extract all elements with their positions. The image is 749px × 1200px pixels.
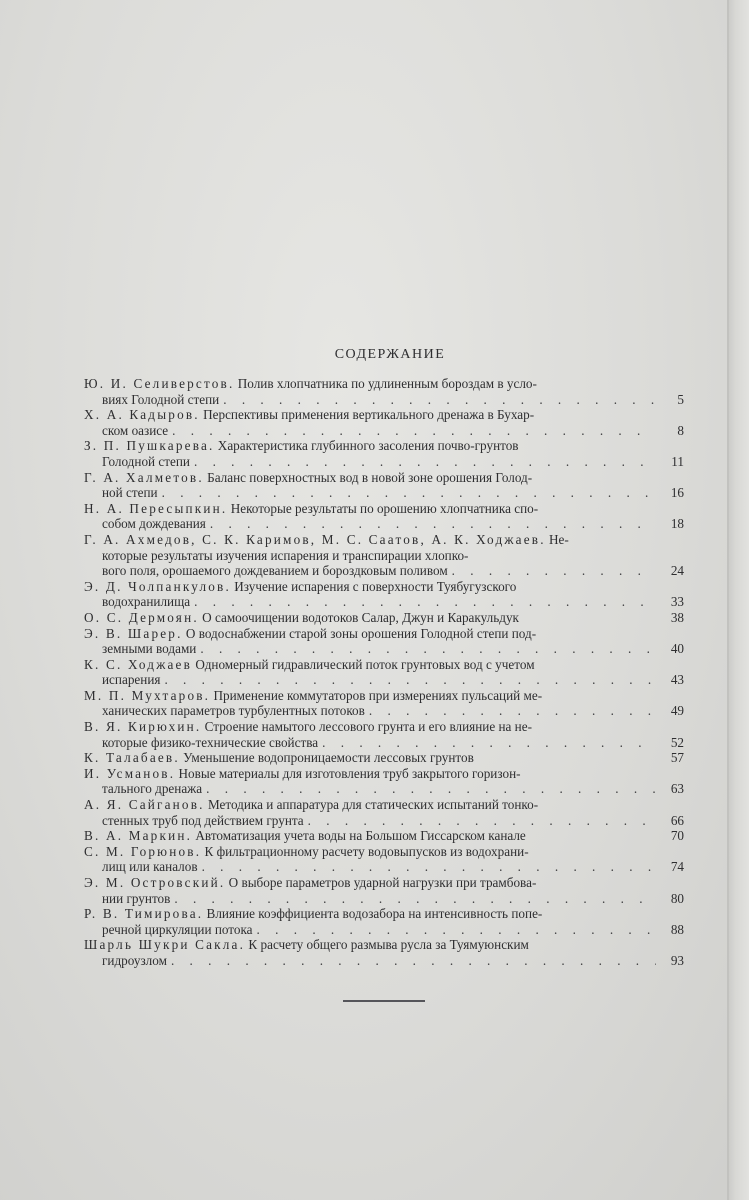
toc-title-text: Некоторые результаты по орошению хлопчатника спо- <box>230 500 539 516</box>
toc-author: Р. В. Тимирова. <box>84 906 204 922</box>
toc-entry-line <box>84 797 684 813</box>
toc-title-text: Голодной степи <box>102 453 190 469</box>
toc-entry <box>84 750 684 766</box>
toc-author: К. Талабаев. <box>84 750 180 766</box>
toc-page-number: 11 <box>671 453 684 469</box>
toc-title-text: Уменьшение водопроницаемости лессовых грунтов <box>183 750 474 766</box>
toc-title-text: Не- <box>549 531 569 547</box>
toc-author: Н. А. Пересыпкин. <box>84 500 228 516</box>
page-fold-line <box>727 0 729 1200</box>
toc-title-text: лищ или каналов <box>102 859 198 875</box>
toc-author: В. А. Маркин. <box>84 828 193 844</box>
toc-entry-line <box>84 875 684 891</box>
toc-entry-line <box>84 548 684 564</box>
toc-page-number: 40 <box>670 641 684 657</box>
toc-entry-last-line <box>84 891 684 907</box>
toc-page-number: 70 <box>670 828 684 844</box>
toc-title-text: Изучение испарения с поверхности Туябугузского <box>234 578 517 594</box>
toc-dot-leader <box>170 891 656 907</box>
toc-entry <box>84 766 684 797</box>
toc-page-number: 74 <box>670 859 684 875</box>
toc-author: Х. А. Кадыров. <box>84 407 200 423</box>
toc-entry <box>84 470 684 501</box>
toc-entry-line <box>84 501 684 517</box>
toc-author: С. М. Горюнов. <box>84 843 202 859</box>
toc-title-text: речной циркуляции потока <box>102 921 253 937</box>
toc-author: А. Я. Сайганов. <box>84 797 205 813</box>
toc-title-text: земными водами <box>102 641 197 657</box>
toc-page-number: 80 <box>670 890 684 906</box>
toc-author: В. Я. Кирюхин. <box>84 719 202 735</box>
toc-page-number: 24 <box>670 563 684 579</box>
toc-title-text: Применение коммутаторов при измерениях пульсаций ме- <box>213 687 543 703</box>
toc-entry-line <box>84 828 684 844</box>
toc-entry-line <box>84 766 684 782</box>
toc-entry-line <box>84 610 684 626</box>
toc-author: Э. Д. Чолпанкулов. <box>84 578 231 594</box>
toc-entry-last-line <box>84 859 684 875</box>
toc-entry-line <box>84 532 684 548</box>
toc-title-text: Влияние коэффициента водозабора на интенсивность попе- <box>206 906 543 922</box>
toc-title-text: стенных труб под действием грунта <box>102 812 304 828</box>
toc-entry-last-line <box>84 641 684 657</box>
toc-dot-leader <box>448 563 656 579</box>
toc-entry-last-line <box>84 563 684 579</box>
toc-title-text: Автоматизация учета воды на Большом Гиссарском канале <box>195 828 526 844</box>
toc-dot-leader <box>196 641 656 657</box>
toc-dot-leader <box>365 703 656 719</box>
toc-author: Шарль Шукри Сакла. <box>84 937 246 953</box>
toc-entry <box>84 626 684 657</box>
toc-entry-last-line <box>84 594 684 610</box>
toc-dot-leader <box>190 594 656 610</box>
toc-page-number: 52 <box>670 734 684 750</box>
toc-title-text: которые физико-технические свойства <box>102 734 319 750</box>
toc-dot-leader <box>202 781 656 797</box>
toc-title-text: вого поля, орошаемого дождеванием и бороздковым поливом <box>102 563 448 579</box>
toc-page-number: 63 <box>670 781 684 797</box>
toc-title-text: Новые материалы для изготовления труб закрытого горизон- <box>178 765 521 781</box>
toc-author: М. П. Мухтаров. <box>84 687 211 703</box>
toc-page-number: 49 <box>670 703 684 719</box>
toc-entry <box>84 407 684 438</box>
toc-entry-last-line <box>84 485 684 501</box>
toc-entry-line <box>84 626 684 642</box>
toc-entry-line <box>84 719 684 735</box>
toc-page-number: 8 <box>677 422 684 438</box>
toc-author: Э. В. Шарер. <box>84 625 183 641</box>
toc-author: З. П. Пушкарева. <box>84 438 215 454</box>
page-edge <box>727 0 749 1200</box>
toc-entry-last-line <box>84 953 684 969</box>
toc-title-text: нии грунтов <box>102 890 171 906</box>
toc-entry-last-line <box>84 516 684 532</box>
toc-entry <box>84 828 684 844</box>
toc-entry-line <box>84 750 684 766</box>
toc-title-text: виях Голодной степи <box>102 391 220 407</box>
toc-entry <box>84 719 684 750</box>
toc-dot-leader <box>198 859 656 875</box>
toc-title-text: Строение намытого лессового грунта и его влияние на не- <box>204 719 532 735</box>
toc-dot-leader <box>168 423 656 439</box>
toc-dot-leader <box>190 454 656 470</box>
toc-entry-text <box>84 750 656 766</box>
toc-dot-leader <box>167 953 656 969</box>
toc-entry-line <box>84 906 684 922</box>
toc-entry <box>84 532 684 579</box>
toc-title-text: К фильтрационному расчету водовыпусков из водохрани- <box>204 843 529 859</box>
toc-entry-line <box>84 438 684 454</box>
toc-page-number: 57 <box>670 750 684 766</box>
toc-title-text: испарения <box>102 672 161 688</box>
toc-author: К. С. Ходжаев <box>84 656 193 672</box>
toc-title-text: Методика и аппаратура для статических испытаний тонко- <box>207 797 539 813</box>
toc-page-number: 33 <box>670 594 684 610</box>
toc-title-text: О водоснабжении старой зоны орошения Голодной степи под- <box>185 625 537 641</box>
end-divider <box>343 1000 425 1002</box>
toc-author: Э. М. Островский. <box>84 875 226 890</box>
toc-title-text: собом дождевания <box>102 516 206 532</box>
toc-entry-last-line <box>84 813 684 829</box>
toc-entry <box>84 610 684 626</box>
toc-title-text: тального дренажа <box>102 781 203 797</box>
toc-entry-text <box>84 610 656 626</box>
toc-entry <box>84 906 684 937</box>
toc-entry-line <box>84 657 684 673</box>
toc-entry-text <box>84 828 656 844</box>
toc-entry <box>84 688 684 719</box>
toc-entry <box>84 438 684 469</box>
toc-author: Ю. И. Селиверстов. <box>84 376 235 391</box>
toc-title-text: Полив хлопчатника по удлиненным бороздам в усло- <box>237 376 537 391</box>
toc-entry <box>84 875 684 906</box>
page-title: СОДЕРЖАНИЕ <box>334 347 446 362</box>
toc-entry <box>84 376 684 407</box>
toc-entry <box>84 797 684 828</box>
toc-dot-leader <box>206 516 656 532</box>
toc-dot-leader <box>158 485 656 501</box>
toc-page-number: 5 <box>677 391 684 407</box>
toc-author: О. С. Дермоян. <box>84 609 199 625</box>
toc-author: И. Усманов. <box>84 765 176 781</box>
toc-entry-line <box>84 937 684 953</box>
table-of-contents <box>84 376 684 969</box>
toc-entry-last-line <box>84 392 684 408</box>
toc-entry-last-line <box>84 672 684 688</box>
toc-author: Г. А. Ахмедов, С. К. Каримов, М. С. Саатов, А. К. Ходжаев. <box>84 531 546 547</box>
toc-page-number: 18 <box>670 516 684 532</box>
toc-page-number: 38 <box>670 609 684 625</box>
toc-entry-line <box>84 407 684 423</box>
toc-title-text: О выборе параметров ударной нагрузки при трамбова- <box>228 875 537 890</box>
toc-entry-last-line <box>84 454 684 470</box>
toc-entry-last-line <box>84 735 684 751</box>
toc-title-text: ханических параметров турбулентных потоков <box>102 703 365 719</box>
toc-entry-line <box>84 688 684 704</box>
toc-entry-last-line <box>84 423 684 439</box>
toc-title-text: ной степи <box>102 485 158 501</box>
toc-title-text: Характеристика глубинного засоления почво-грунтов <box>217 438 519 454</box>
toc-page-number: 43 <box>670 672 684 688</box>
toc-page-number: 66 <box>670 812 684 828</box>
toc-entry-last-line <box>84 703 684 719</box>
toc-page-number: 93 <box>670 952 684 968</box>
toc-entry-line <box>84 844 684 860</box>
toc-entry <box>84 579 684 610</box>
toc-page-number: 88 <box>670 921 684 937</box>
toc-title-text: ском оазисе <box>102 422 169 438</box>
toc-entry <box>84 844 684 875</box>
toc-dot-leader <box>253 922 656 938</box>
toc-entry <box>84 657 684 688</box>
toc-dot-leader <box>160 672 656 688</box>
toc-author: Г. А. Халметов. <box>84 469 204 485</box>
toc-dot-leader <box>304 813 656 829</box>
toc-entry-line <box>84 470 684 486</box>
toc-entry <box>84 501 684 532</box>
toc-title-text: которые результаты изучения испарения и транспирации хлопко- <box>102 547 469 563</box>
toc-entry-last-line <box>84 922 684 938</box>
toc-dot-leader <box>219 392 656 408</box>
toc-title-text: К расчету общего размыва русла за Туямуюнским <box>248 937 529 953</box>
toc-title-text: Баланс поверхностных вод в новой зоне орошения Голод- <box>207 469 533 485</box>
toc-page-number: 16 <box>670 485 684 501</box>
toc-title-text: гидроузлом <box>102 952 167 968</box>
toc-entry <box>84 937 684 968</box>
toc-entry-last-line <box>84 781 684 797</box>
toc-entry-line <box>84 579 684 595</box>
toc-entry-line <box>84 376 684 392</box>
toc-dot-leader <box>318 735 656 751</box>
toc-title-text: О самоочищении водотоков Салар, Джун и Каракульдук <box>202 609 519 625</box>
toc-title-text: водохранилища <box>102 594 191 610</box>
toc-title-text: Одномерный гидравлический поток грунтовых вод с учетом <box>195 656 535 672</box>
toc-title-text: Перспективы применения вертикального дренажа в Бухар- <box>203 407 535 423</box>
